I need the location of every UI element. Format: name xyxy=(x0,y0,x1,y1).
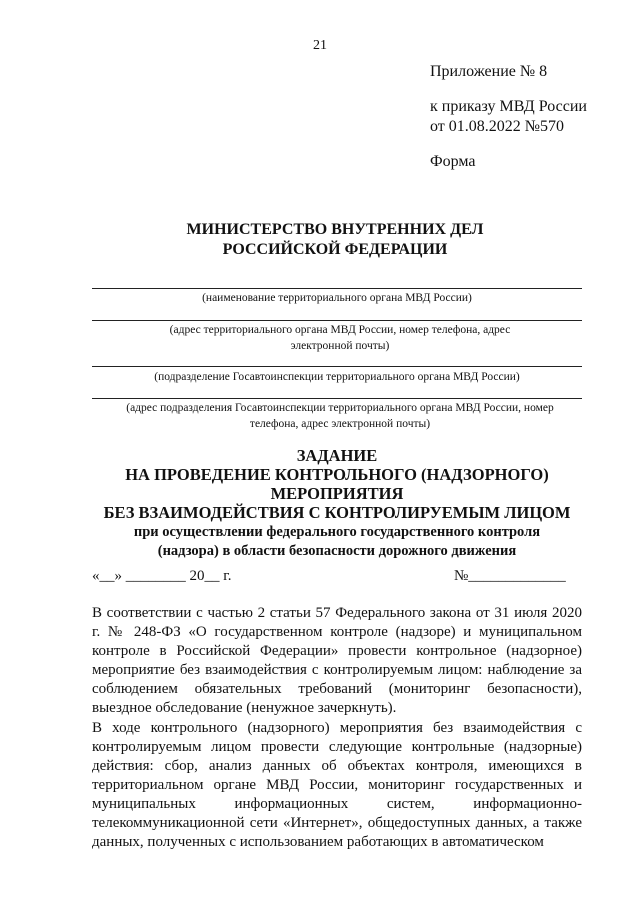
date-field[interactable]: «__» ________ 20__ г. xyxy=(92,568,232,584)
field-line-traffic-unit-address[interactable] xyxy=(92,398,582,399)
title-line-2: НА ПРОВЕДЕНИЕ КОНТРОЛЬНОГО (НАДЗОРНОГО) xyxy=(125,465,549,484)
field-line-organ-address[interactable] xyxy=(92,320,582,321)
annex-order-ref: к приказу МВД России xyxy=(430,98,587,115)
ministry-line-2: РОССИЙСКОЙ ФЕДЕРАЦИИ xyxy=(222,241,448,258)
annex-order-date: от 01.08.2022 №570 xyxy=(430,118,565,135)
paragraph-1: В соответствии с частью 2 статьи 57 Федерального закона от 31 июля 2020 г. № 248-ФЗ «О государственном контроле (надзоре) и муниципальном контроле в Российской Федерации» провести контрольное (надзорное) мероприятие без взаимодействия с контролируемым лицом: наблюдение за соблюдением обязательных требований (мониторинг безопасности), выездное обследование (ненужное зачеркнуть). xyxy=(92,605,582,716)
date-line xyxy=(92,568,582,585)
subtitle-line-2: (надзора) в области безопасности дорожного движения xyxy=(157,543,517,559)
caption-traffic-unit-address: (адрес подразделения Госавтоинспекции территориального органа МВД России, номер телефона, адрес электронной почты) xyxy=(126,402,554,430)
title-line-1: ЗАДАНИЕ xyxy=(296,446,378,465)
caption-organ-address: (адрес территориального органа МВД России, номер телефона, адрес электронной почты) xyxy=(169,324,511,352)
caption-traffic-unit: (подразделение Госавтоинспекции территориального органа МВД России) xyxy=(154,371,520,383)
ministry-line-1: МИНИСТЕРСТВО ВНУТРЕННИХ ДЕЛ xyxy=(186,221,484,238)
field-line-traffic-unit[interactable] xyxy=(92,366,582,367)
subtitle-line-1: при осуществлении федерального государственного контроля xyxy=(133,524,541,540)
paragraph-2: В ходе контрольного (надзорного) мероприятия без взаимодействия с контролируемым лицом провести следующие контрольные (надзорные) действия: сбор, анализ данных об объектах контроля, имеющихся в территориальном органе МВД России, мониторинг государственных и муниципальных информационных систем, информационно-телекоммуникационной сети «Интернет», общедоступных данных, а также данных, полученных с использованием работающих в автоматическом xyxy=(92,720,582,850)
document-number-field[interactable]: №_____________ xyxy=(454,568,566,584)
title-line-4: БЕЗ ВЗАИМОДЕЙСТВИЯ С КОНТРОЛИРУЕМЫМ ЛИЦОМ xyxy=(103,503,571,522)
caption-territorial-organ: (наименование территориального органа МВД России) xyxy=(202,292,472,304)
field-line-territorial-organ[interactable] xyxy=(92,288,582,289)
title-line-3: МЕРОПРИЯТИЯ xyxy=(270,484,404,503)
page-number: 21 xyxy=(313,38,327,53)
form-label: Форма xyxy=(430,153,476,170)
annex-number: Приложение № 8 xyxy=(430,63,548,80)
